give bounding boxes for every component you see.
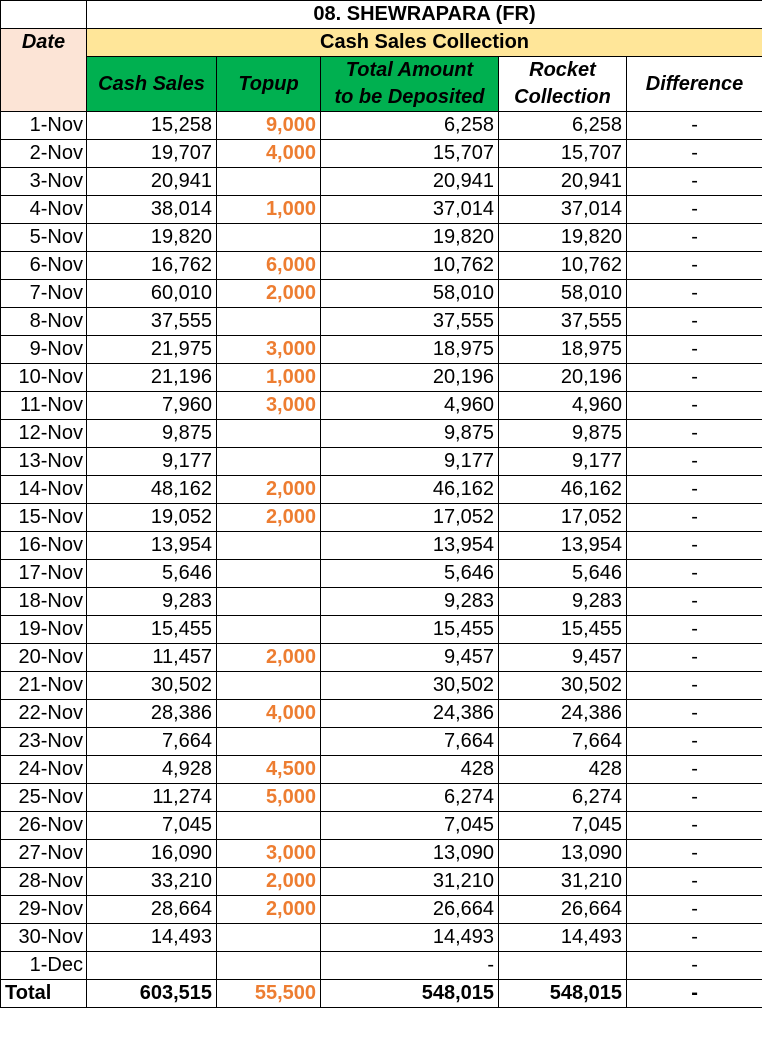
cash-sales-cell[interactable] <box>87 952 217 980</box>
cash-sales-cell[interactable]: 9,177 <box>87 448 217 476</box>
date-cell[interactable]: 23-Nov <box>1 728 87 756</box>
topup-cell[interactable]: 1,000 <box>217 196 321 224</box>
table-row <box>1 672 762 700</box>
cash-sales-cell[interactable]: 19,707 <box>87 140 217 168</box>
cash-sales-cell[interactable]: 5,646 <box>87 560 217 588</box>
cash-sales-cell[interactable]: 16,762 <box>87 252 217 280</box>
cash-sales-cell[interactable]: 28,664 <box>87 896 217 924</box>
rocket-collection-cell[interactable]: 20,941 <box>499 168 627 196</box>
topup-cell[interactable] <box>217 924 321 952</box>
topup-cell[interactable] <box>217 224 321 252</box>
difference-cell[interactable]: - <box>627 588 762 616</box>
cash-sales-cell[interactable]: 7,664 <box>87 728 217 756</box>
rocket-collection-cell[interactable]: 7,045 <box>499 812 627 840</box>
cash-sales-cell[interactable]: 21,975 <box>87 336 217 364</box>
total-deposit-cell[interactable]: 37,014 <box>321 196 499 224</box>
cash-sales-cell[interactable]: 9,283 <box>87 588 217 616</box>
difference-cell[interactable]: - <box>627 672 762 700</box>
total-deposit-cell[interactable]: 17,052 <box>321 504 499 532</box>
topup-cell[interactable]: 5,000 <box>217 784 321 812</box>
date-cell[interactable]: 2-Nov <box>1 140 87 168</box>
total-cash-sales-cell[interactable]: 603,515 <box>87 980 217 1008</box>
date-cell[interactable]: 12-Nov <box>1 420 87 448</box>
cash-sales-cell[interactable]: 15,455 <box>87 616 217 644</box>
rocket-collection-cell[interactable]: 5,646 <box>499 560 627 588</box>
total-deposit-cell[interactable]: 20,941 <box>321 168 499 196</box>
topup-cell[interactable]: 4,000 <box>217 700 321 728</box>
total-deposit-cell[interactable]: 5,646 <box>321 560 499 588</box>
total-deposit-cell[interactable]: 6,274 <box>321 784 499 812</box>
cash-sales-cell[interactable]: 13,954 <box>87 532 217 560</box>
rocket-collection-cell[interactable]: 26,664 <box>499 896 627 924</box>
topup-cell[interactable]: 3,000 <box>217 840 321 868</box>
rocket-collection-cell[interactable]: 24,386 <box>499 700 627 728</box>
date-header[interactable]: Date <box>1 29 87 112</box>
difference-cell[interactable]: - <box>627 616 762 644</box>
table-row <box>1 252 762 280</box>
difference-cell[interactable]: - <box>627 476 762 504</box>
table-row <box>1 616 762 644</box>
total-deposit-total-cell[interactable]: 548,015 <box>321 980 499 1008</box>
topup-cell[interactable]: 6,000 <box>217 252 321 280</box>
difference-cell[interactable]: - <box>627 896 762 924</box>
date-cell[interactable]: 7-Nov <box>1 280 87 308</box>
rocket-collection-cell[interactable]: 7,664 <box>499 728 627 756</box>
total-deposit-cell[interactable]: 20,196 <box>321 364 499 392</box>
table-row <box>1 392 762 420</box>
rocket-collection-cell[interactable]: 30,502 <box>499 672 627 700</box>
total-deposit-cell[interactable]: 31,210 <box>321 868 499 896</box>
cash-sales-cell[interactable]: 28,386 <box>87 700 217 728</box>
total-deposit-cell[interactable]: 13,090 <box>321 840 499 868</box>
rocket-collection-cell[interactable]: 4,960 <box>499 392 627 420</box>
difference-cell[interactable]: - <box>627 140 762 168</box>
table-row <box>1 952 762 980</box>
rocket-header-line1: Rocket <box>529 59 596 81</box>
rocket-collection-cell[interactable]: 9,283 <box>499 588 627 616</box>
total-row <box>1 980 762 1008</box>
topup-cell[interactable]: 2,000 <box>217 868 321 896</box>
total-deposit-cell[interactable]: 19,820 <box>321 224 499 252</box>
table-row <box>1 784 762 812</box>
difference-cell[interactable]: - <box>627 840 762 868</box>
topup-cell[interactable] <box>217 560 321 588</box>
title-row <box>1 1 762 29</box>
topup-cell[interactable]: 4,000 <box>217 140 321 168</box>
table-row <box>1 420 762 448</box>
table-row <box>1 448 762 476</box>
cash-sales-cell[interactable]: 33,210 <box>87 868 217 896</box>
table-row <box>1 336 762 364</box>
rocket-collection-cell[interactable]: 15,455 <box>499 616 627 644</box>
date-cell[interactable]: 26-Nov <box>1 812 87 840</box>
table-row <box>1 308 762 336</box>
topup-cell[interactable]: 2,000 <box>217 896 321 924</box>
total-deposit-cell[interactable]: 6,258 <box>321 112 499 140</box>
date-cell[interactable]: 24-Nov <box>1 756 87 784</box>
table-row <box>1 756 762 784</box>
cash-sales-cell[interactable]: 14,493 <box>87 924 217 952</box>
difference-cell[interactable]: - <box>627 644 762 672</box>
total-amount-header[interactable] <box>321 57 499 112</box>
table-row <box>1 812 762 840</box>
table-row <box>1 588 762 616</box>
table-row <box>1 644 762 672</box>
topup-cell[interactable]: 2,000 <box>217 280 321 308</box>
column-header-row <box>1 57 762 112</box>
total-deposit-cell[interactable]: - <box>321 952 499 980</box>
date-cell[interactable]: 1-Dec <box>1 952 87 980</box>
rocket-collection-cell[interactable]: 428 <box>499 756 627 784</box>
difference-cell[interactable]: - <box>627 728 762 756</box>
table-row <box>1 504 762 532</box>
total-deposit-cell[interactable]: 18,975 <box>321 336 499 364</box>
date-cell[interactable]: 1-Nov <box>1 112 87 140</box>
total-deposit-cell[interactable]: 15,707 <box>321 140 499 168</box>
cash-sales-cell[interactable]: 15,258 <box>87 112 217 140</box>
difference-cell[interactable]: - <box>627 448 762 476</box>
rocket-collection-cell[interactable]: 9,457 <box>499 644 627 672</box>
rocket-collection-cell[interactable]: 6,274 <box>499 784 627 812</box>
total-deposit-cell[interactable]: 10,762 <box>321 252 499 280</box>
total-deposit-cell[interactable]: 30,502 <box>321 672 499 700</box>
topup-cell[interactable]: 1,000 <box>217 364 321 392</box>
date-cell[interactable]: 9-Nov <box>1 336 87 364</box>
table-row <box>1 840 762 868</box>
total-deposit-cell[interactable]: 9,283 <box>321 588 499 616</box>
table-row <box>1 364 762 392</box>
cash-sales-collection-header[interactable]: Cash Sales Collection <box>87 29 762 57</box>
total-deposit-cell[interactable]: 14,493 <box>321 924 499 952</box>
table-row <box>1 868 762 896</box>
total-deposit-cell[interactable]: 37,555 <box>321 308 499 336</box>
total-deposit-cell[interactable]: 58,010 <box>321 280 499 308</box>
topup-cell[interactable] <box>217 308 321 336</box>
date-cell[interactable]: 19-Nov <box>1 616 87 644</box>
rocket-collection-cell[interactable]: 9,177 <box>499 448 627 476</box>
topup-cell[interactable] <box>217 168 321 196</box>
difference-cell[interactable]: - <box>627 336 762 364</box>
rocket-collection-cell[interactable]: 37,555 <box>499 308 627 336</box>
topup-cell[interactable] <box>217 616 321 644</box>
cash-sales-cell[interactable]: 4,928 <box>87 756 217 784</box>
table-row <box>1 224 762 252</box>
date-cell[interactable]: 6-Nov <box>1 252 87 280</box>
title-blank-cell[interactable] <box>1 1 87 29</box>
date-cell[interactable]: 29-Nov <box>1 896 87 924</box>
difference-cell[interactable]: - <box>627 364 762 392</box>
rocket-collection-cell[interactable]: 13,954 <box>499 532 627 560</box>
total-deposit-cell[interactable]: 7,664 <box>321 728 499 756</box>
cash-sales-cell[interactable]: 9,875 <box>87 420 217 448</box>
difference-cell[interactable]: - <box>627 924 762 952</box>
date-cell[interactable]: 13-Nov <box>1 448 87 476</box>
topup-cell[interactable]: 3,000 <box>217 336 321 364</box>
date-cell[interactable]: 8-Nov <box>1 308 87 336</box>
total-deposit-cell[interactable]: 9,875 <box>321 420 499 448</box>
rocket-collection-cell[interactable]: 19,820 <box>499 224 627 252</box>
total-deposit-cell[interactable]: 7,045 <box>321 812 499 840</box>
total-deposit-cell[interactable]: 26,664 <box>321 896 499 924</box>
difference-cell[interactable]: - <box>627 532 762 560</box>
difference-cell[interactable]: - <box>627 868 762 896</box>
date-cell[interactable]: 4-Nov <box>1 196 87 224</box>
difference-cell[interactable]: - <box>627 112 762 140</box>
date-cell[interactable]: 17-Nov <box>1 560 87 588</box>
cash-sales-cell[interactable]: 11,457 <box>87 644 217 672</box>
difference-cell[interactable]: - <box>627 280 762 308</box>
total-deposit-cell[interactable]: 46,162 <box>321 476 499 504</box>
difference-cell[interactable]: - <box>627 224 762 252</box>
cash-sales-cell[interactable]: 38,014 <box>87 196 217 224</box>
rocket-collection-cell[interactable]: 17,052 <box>499 504 627 532</box>
rocket-collection-cell[interactable]: 58,010 <box>499 280 627 308</box>
difference-cell[interactable]: - <box>627 504 762 532</box>
topup-cell[interactable] <box>217 952 321 980</box>
cash-sales-cell[interactable]: 48,162 <box>87 476 217 504</box>
date-cell[interactable]: 25-Nov <box>1 784 87 812</box>
rocket-collection-cell[interactable]: 46,162 <box>499 476 627 504</box>
difference-cell[interactable]: - <box>627 392 762 420</box>
date-cell[interactable]: 28-Nov <box>1 868 87 896</box>
topup-cell[interactable]: 2,000 <box>217 476 321 504</box>
cash-sales-cell[interactable]: 21,196 <box>87 364 217 392</box>
rocket-collection-cell[interactable]: 6,258 <box>499 112 627 140</box>
topup-cell[interactable]: 9,000 <box>217 112 321 140</box>
topup-cell[interactable] <box>217 672 321 700</box>
cash-sales-cell[interactable]: 30,502 <box>87 672 217 700</box>
rocket-collection-cell[interactable]: 31,210 <box>499 868 627 896</box>
topup-cell[interactable]: 2,000 <box>217 644 321 672</box>
difference-cell[interactable]: - <box>627 756 762 784</box>
rocket-collection-cell[interactable]: 10,762 <box>499 252 627 280</box>
rocket-collection-cell[interactable]: 13,090 <box>499 840 627 868</box>
total-deposit-cell[interactable]: 24,386 <box>321 700 499 728</box>
table-row <box>1 196 762 224</box>
table-row <box>1 896 762 924</box>
total-deposit-cell[interactable]: 13,954 <box>321 532 499 560</box>
topup-cell[interactable] <box>217 448 321 476</box>
cash-sales-cell[interactable]: 60,010 <box>87 280 217 308</box>
topup-cell[interactable]: 2,000 <box>217 504 321 532</box>
date-cell[interactable]: 27-Nov <box>1 840 87 868</box>
date-cell[interactable]: 18-Nov <box>1 588 87 616</box>
table-row <box>1 280 762 308</box>
date-cell[interactable]: 15-Nov <box>1 504 87 532</box>
difference-cell[interactable]: - <box>627 196 762 224</box>
table-row <box>1 112 762 140</box>
difference-header[interactable]: Difference <box>627 57 762 112</box>
total-rocket-cell[interactable]: 548,015 <box>499 980 627 1008</box>
rocket-collection-cell[interactable]: 18,975 <box>499 336 627 364</box>
difference-cell[interactable]: - <box>627 784 762 812</box>
total-deposit-cell[interactable]: 15,455 <box>321 616 499 644</box>
total-amount-header-line2: to be Deposited <box>334 86 485 108</box>
cash-sales-cell[interactable]: 19,820 <box>87 224 217 252</box>
rocket-collection-cell[interactable]: 37,014 <box>499 196 627 224</box>
date-cell[interactable]: 10-Nov <box>1 364 87 392</box>
cash-sales-cell[interactable]: 7,960 <box>87 392 217 420</box>
table-row <box>1 476 762 504</box>
group-header-row <box>1 29 762 57</box>
topup-cell[interactable] <box>217 532 321 560</box>
topup-cell[interactable] <box>217 728 321 756</box>
cash-sales-cell[interactable]: 7,045 <box>87 812 217 840</box>
topup-cell[interactable] <box>217 420 321 448</box>
table-row <box>1 700 762 728</box>
total-difference-cell[interactable]: - <box>627 980 762 1008</box>
cash-sales-cell[interactable]: 16,090 <box>87 840 217 868</box>
table-row <box>1 560 762 588</box>
total-deposit-cell[interactable]: 9,177 <box>321 448 499 476</box>
rocket-collection-header[interactable] <box>499 57 627 112</box>
difference-cell[interactable]: - <box>627 168 762 196</box>
table-row <box>1 728 762 756</box>
topup-header[interactable]: Topup <box>217 57 321 112</box>
rocket-collection-cell[interactable] <box>499 952 627 980</box>
rocket-collection-cell[interactable]: 15,707 <box>499 140 627 168</box>
difference-cell[interactable]: - <box>627 308 762 336</box>
difference-cell[interactable]: - <box>627 812 762 840</box>
date-cell[interactable]: 3-Nov <box>1 168 87 196</box>
topup-cell[interactable] <box>217 812 321 840</box>
date-cell[interactable]: 30-Nov <box>1 924 87 952</box>
cash-sales-cell[interactable]: 37,555 <box>87 308 217 336</box>
cash-sales-cell[interactable]: 20,941 <box>87 168 217 196</box>
sheet-body <box>1 1 762 1008</box>
cash-sales-header[interactable]: Cash Sales <box>87 57 217 112</box>
date-cell[interactable]: 5-Nov <box>1 224 87 252</box>
total-deposit-cell[interactable]: 9,457 <box>321 644 499 672</box>
date-cell[interactable]: 21-Nov <box>1 672 87 700</box>
rocket-collection-cell[interactable]: 14,493 <box>499 924 627 952</box>
rocket-header-line2: Collection <box>514 86 611 108</box>
table-row <box>1 168 762 196</box>
total-deposit-cell[interactable]: 428 <box>321 756 499 784</box>
difference-cell[interactable]: - <box>627 560 762 588</box>
table-row <box>1 532 762 560</box>
difference-cell[interactable]: - <box>627 420 762 448</box>
rocket-collection-cell[interactable]: 9,875 <box>499 420 627 448</box>
topup-cell[interactable]: 3,000 <box>217 392 321 420</box>
rocket-collection-cell[interactable]: 20,196 <box>499 364 627 392</box>
total-label-cell[interactable]: Total <box>1 980 87 1008</box>
date-cell[interactable]: 14-Nov <box>1 476 87 504</box>
table-row <box>1 140 762 168</box>
cash-sales-cell[interactable]: 19,052 <box>87 504 217 532</box>
date-cell[interactable]: 22-Nov <box>1 700 87 728</box>
topup-cell[interactable]: 4,500 <box>217 756 321 784</box>
total-topup-cell[interactable]: 55,500 <box>217 980 321 1008</box>
date-cell[interactable]: 16-Nov <box>1 532 87 560</box>
difference-cell[interactable]: - <box>627 252 762 280</box>
total-amount-header-line1: Total Amount <box>345 59 474 81</box>
sheet-title[interactable]: 08. SHEWRAPARA (FR) <box>87 1 762 29</box>
cash-sales-cell[interactable]: 11,274 <box>87 784 217 812</box>
table-row <box>1 924 762 952</box>
total-deposit-cell[interactable]: 4,960 <box>321 392 499 420</box>
date-cell[interactable]: 20-Nov <box>1 644 87 672</box>
difference-cell[interactable]: - <box>627 700 762 728</box>
date-cell[interactable]: 11-Nov <box>1 392 87 420</box>
topup-cell[interactable] <box>217 588 321 616</box>
difference-cell[interactable]: - <box>627 952 762 980</box>
